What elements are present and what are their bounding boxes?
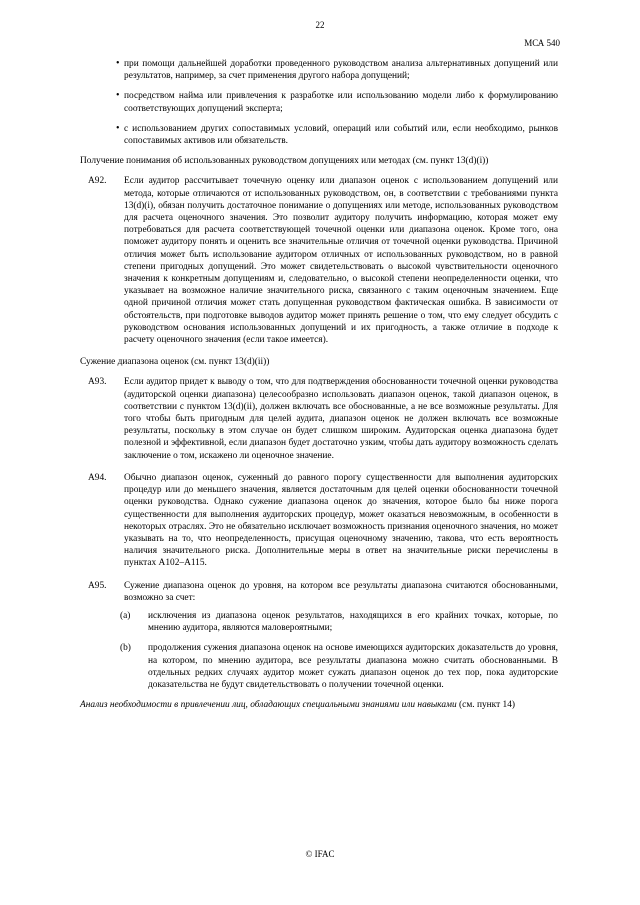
main-content: [80, 58, 558, 719]
document-code: МСА 540: [524, 38, 560, 48]
paragraph-a95: [80, 580, 558, 604]
paragraph-number: A94.: [88, 472, 107, 483]
paragraph-text: Сужение диапазона оценок до уровня, на котором все результаты диапазона считаются обоснованными, возможно за счет:: [124, 580, 558, 603]
list-item-text: исключения из диапазона оценок результатов, находящихся в его крайних точках, которые, по мнению аудитора, являются маловероятными;: [148, 610, 558, 634]
footer-copyright: © IFAC: [305, 849, 335, 859]
list-item-label: (b): [120, 643, 131, 654]
bullet-item: [80, 58, 558, 82]
list-item-text: продолжения сужения диапазона оценок на основе имеющихся аудиторских доказательств до уровня, на котором, по мнению аудитора, все результаты диапазона можно считать обоснованными. В отдельных редких случаях аудитор может сужать диапазон оценок до тех пор, пока аудиторские доказательства не будут свидетельствовать о получении точечной оценки.: [148, 643, 558, 690]
list-item-label: (a): [120, 610, 131, 621]
heading-reference: (см. пункт 14): [456, 700, 516, 711]
section-heading: Сужение диапазона оценок (см. пункт 13(d)(ii)): [80, 357, 270, 368]
bullet-text: посредством найма или привлечения к разработке или использованию модели либо к формулированию соответствующих допущений эксперта;: [124, 91, 558, 114]
bullet-text: с использованием других сопоставимых условий, операций или событий или, если необходимо, рынков сопоставимых активов или обязательств.: [124, 123, 558, 147]
list-item: [80, 610, 558, 634]
paragraph-number: A95.: [88, 580, 107, 591]
heading-italic-text: Анализ необходимости в привлечении лиц, обладающих специальными знаниями или навыками: [80, 700, 457, 711]
paragraph-text: Обычно диапазон оценок, суженный до равного порогу существенности для выполнения аудиторских процедур или до меньшего значения, является достаточным для целей оценки обоснованности точечной оценки руководства. Однако сужение диапазона оценок до значения, которое было бы ниже порога существенности для выполнения аудиторских процедур, может оказаться невозможным, в особенности в некоторых отраслях. Это не обязательно исключает возможность признания оценочного значения, но может указывать на то, что неопределенность, присущая оценочному значению, такова, что есть вероятность наличия значительного риска. Дополнительные меры в ответ на значительные риски перечислены в пунктах А102–А115.: [124, 472, 558, 569]
paragraph-text: Если аудитор придет к выводу о том, что для подтверждения обоснованности точечной оценки руководства (аудиторской оценки диапазона) целесообразно использовать диапазон оценок, такой диапазон оценок, в соответствии с пунктом 13(d)(ii), должен включать все обоснованные, а не все возможные результаты. Для того чтобы быть пригодным для целей аудита, диапазон оценок не должен включать все возможные результаты, поскольку в этом случае он будет слишком широким. Аудиторская оценка диапазона будет полезной и эффективной, если диапазон будет достаточно узким, чтобы дать аудитору возможность сделать заключение о том, искажено ли оценочное значение.: [124, 377, 558, 461]
paragraph-a93: [80, 376, 558, 461]
page-number: 22: [315, 20, 325, 30]
paragraph-number: A92.: [88, 176, 107, 187]
paragraph-number: A93.: [88, 377, 107, 388]
list-item: [80, 642, 558, 691]
paragraph-text: Если аудитор рассчитывает точечную оценку или диапазон оценок с использованием допущений или метода, которые отличаются от использованных руководством, он, в соответствии с требованиями пункта 13(d)(i), обязан получить достаточное понимание о допущениях или методе, использованных руководством для расчета оценочного значения. Это позволит аудитору получить информацию, которая может ему потребоваться для расчета соответствующей точечной оценки или диапазона оценок. Кроме того, она поможет аудитору понять и оценить все значительные отличия от точечной оценки руководства. Причиной отличия может быть использование аудитором отличных от использованных руководством, но в равной степени пригодных допущений. Это может свидетельствовать о высокой чувствительности оценочного значения к конкретным допущениям и, следовательно, о высокой степени неопределенности оценки, что указывает на возможное наличие значительного риска, связанного с таким оценочным значением. Еще одной причиной отличия может стать допущенная руководством фактическая ошибка. В зависимости от обстоятельств, при подготовке выводов аудитор может принять решение о том, что ему следует обсудить с руководством основания использованных допущений и их пригодность, а также отличие в подходе к расчету оценочного значения (если такое имеется).: [124, 176, 558, 346]
section-heading: [80, 699, 558, 711]
bullet-item: [80, 123, 558, 147]
paragraph-a92: [80, 175, 558, 346]
bullet-item: [80, 90, 558, 114]
section-heading: Получение понимания об использованных руководством допущениях или методах (см. пункт 13(d)(i)): [80, 156, 489, 167]
bullet-text: при помощи дальнейшей доработки проведенного руководством анализа альтернативных допущений или результатов, например, за счет применения другого набора допущений;: [124, 59, 558, 82]
paragraph-a94: [80, 472, 558, 570]
